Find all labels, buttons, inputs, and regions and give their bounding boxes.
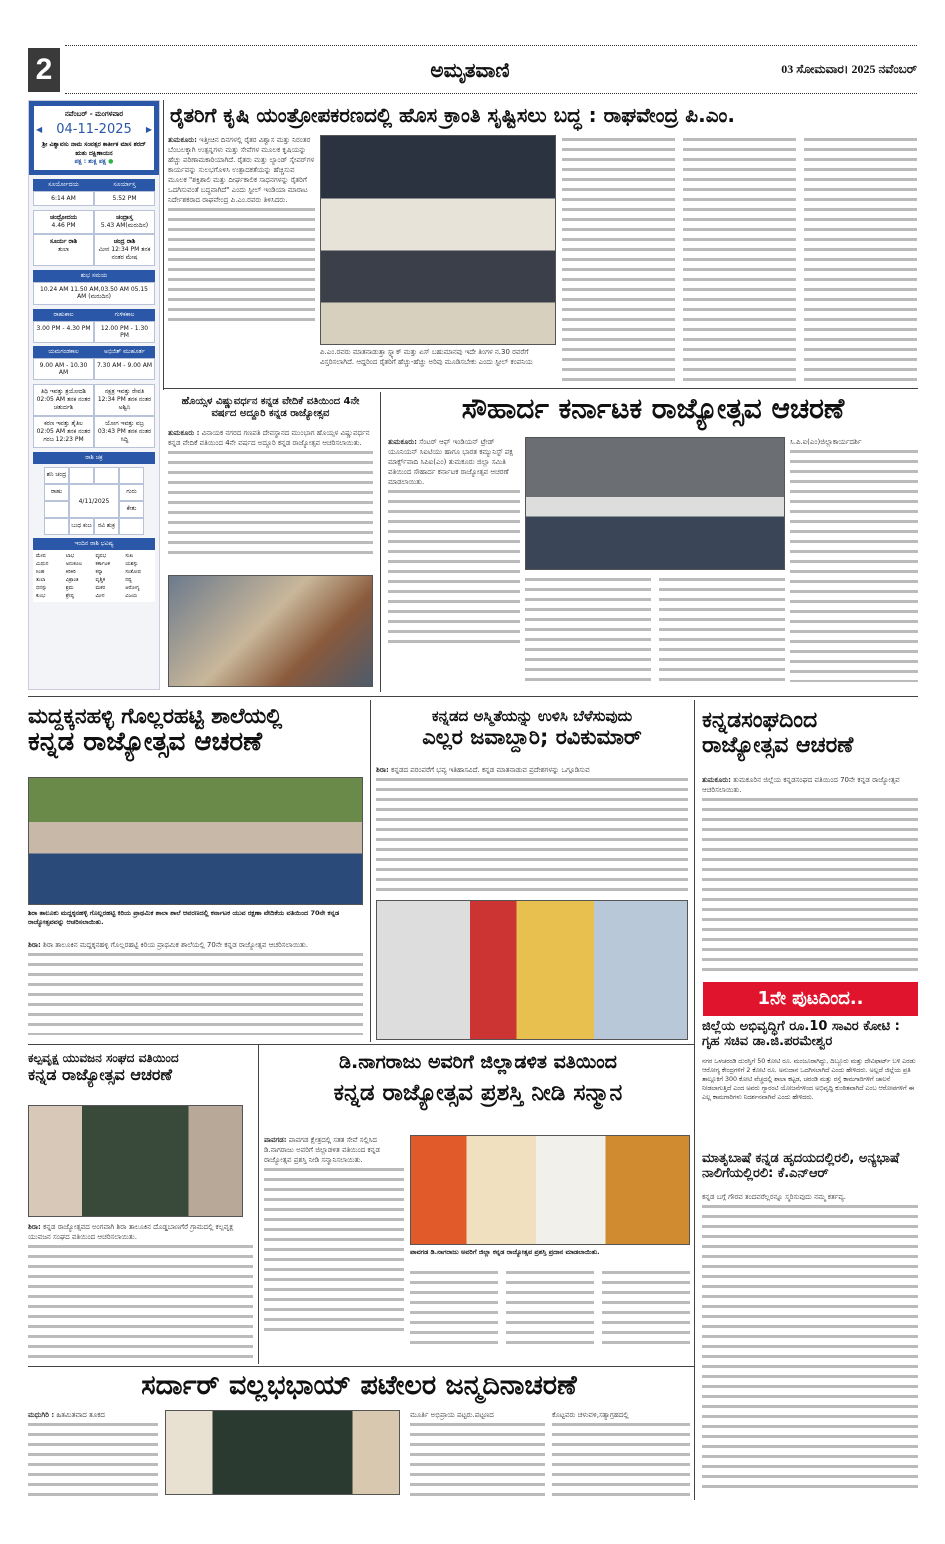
chart-date: 4/11/2025 (69, 484, 119, 518)
section-rule (28, 696, 918, 697)
column-rule (380, 392, 381, 692)
chart-cell: ಕೇತು (119, 501, 144, 518)
horoscope-entry: ಮಕರ (95, 585, 106, 591)
rashi-chakra-label: ರಾಶಿ ಚಕ್ರ (33, 452, 155, 464)
moonrise: 4.46 PM (51, 222, 76, 229)
patel-col3: ಕೊಟ್ಟವರು ಚಳುವಳಿ,ಸತ್ಯಾಗ್ರಹದಲ್ಲಿ (552, 1410, 690, 1500)
sauharda-headline: ಸೌಹಾರ್ದ ಕರ್ನಾಟಕ ರಾಜ್ಯೋತ್ಸವ ಆಚರಣೆ (461, 392, 845, 425)
chart-cell: ರಾಹು (44, 484, 69, 501)
chart-cell: ಗುರು (119, 484, 144, 501)
lead-body-cont (562, 135, 917, 385)
sun-times (33, 179, 155, 206)
column-rule (370, 700, 371, 1042)
nagaraju-body: ಪಾವಗಡ: ಪಾವಗಡ ಕ್ಷೇತ್ರದಲ್ಲಿ ಸತತ ಸೇವೆ ಸಲ್ಲಿಸಿದ ಡಿ.ನಾಗರಾಜು ಅವರಿಗೆ ಜಿಲ್ಲಾಡಳಿತ ವತಿಯಿಂದ ಕನ್ನಡ ರಾಜ್ಯೋತ್ಸವ ಪ್ರಶಸ್ತಿ ನೀಡಿ ಸನ್ಮಾನಿಸಲಾಯಿತು. (264, 1135, 404, 1345)
sangha-headline: ಕನ್ನಡಸಂಘದಿಂದ ರಾಜ್ಯೋತ್ಸವ ಆಚರಣೆ (702, 708, 854, 759)
whatsapp-icon[interactable]: ● (108, 158, 114, 165)
yoga: ಯೋಗ ಇವತ್ತು ವಜ್ರ 03:43 PM ತನಕ ನಂತರ ಸಿದ್ಧಿ (94, 416, 155, 448)
kalpavruksha-body: ಶಿರಾ: ಕನ್ನಡ ರಾಜ್ಯೋತ್ಸವದ ಅಂಗವಾಗಿ ಶಿರಾ ತಾಲೂಕಿನ ದೊಡ್ಡಬಾಣಗೆರೆ ಗ್ರಾಮದಲ್ಲಿ ಕಲ್ಪವೃಕ್ಷ ಯುವಜನ ಸಂಘದ ವತಿಯಿಂದ ಆಚರಿಸಲಾಯಿತು. (28, 1222, 253, 1362)
madda-caption: ಶಿರಾ ತಾಲೂಕು ಮದ್ದಕ್ಕನಹಳ್ಳಿ ಗೊಲ್ಲರಹಟ್ಟಿ ಕಿರಿಯ ಪ್ರಾಥಮಿಕ ಶಾಲಾ ಶಾಲೆ ಆವರಣದಲ್ಲಿ ಕರ್ನಾಟಕ ಯುವ ರಕ್ಷಣಾ ವೇದಿಕೆಯ ವತಿಯಿಂದ 70ನೇ ಕನ್ನಡ ರಾಜ್ಯೋತ್ಸವವನ್ನು ಆಚರಿಸಲಾಯಿತು. (28, 909, 340, 926)
patel-body: ಮಧುಗಿರಿ : ಹಿತಮಿತವಾದ ತೂಕದ (28, 1410, 158, 1500)
yama-time: 9.00 AM - 10.30 AM (33, 358, 94, 380)
sunrise-label: ಸೂರ್ಯೋದಯ (33, 179, 94, 191)
prev-arrow-icon[interactable]: ◀ (36, 125, 43, 134)
rahu-label: ರಾಹುಕಾಲ (33, 309, 94, 321)
horoscope-entry: ಮೇಷ (36, 553, 46, 559)
madda-photo (28, 777, 363, 905)
horoscope-entry: ಅನುಕೂಲ (65, 561, 83, 567)
patel-col2: ಮೂರ್ತಿ ಅಭಿಪ್ರಾಯ ಪಟ್ಟರು.ಪಟ್ಟಣದ (410, 1410, 545, 1500)
calendar-date (38, 122, 150, 137)
ravikumar-body: ಶಿರಾ: ಕನ್ನಡದ ಪರಂಪರೆಗೆ ಭವ್ಯ ಇತಿಹಾಸವಿದೆ. ಕನ್ನಡ ಮಾತನಾಡುವ ಪ್ರದೇಶಗಳನ್ನು ಒಗ್ಗೂಡಿಸುವ (376, 765, 688, 895)
header-rule (65, 93, 917, 94)
horoscope-label: ಇಂದಿನ ರಾಶಿ ಭವಿಷ್ಯ (33, 538, 155, 550)
horoscope-entry: ಕರ್ಕಾಟಕ (95, 561, 110, 567)
column-rule (163, 100, 164, 390)
sangha-body: ತುಮಕೂರು: ತುಮಕೂರಿನ ಜಿಲ್ಲೆಯ ಕನ್ನಡಸಂಘದ ವತಿಯಿಂದ 70ನೇ ಕನ್ನಡ ರಾಜ್ಯೋತ್ಸವ ಆಚರಿಸಲಾಯಿತು. (702, 775, 918, 973)
horoscope-entry: ಸಂತೋಷ (125, 569, 142, 575)
nagaraju-caption: ಪಾವಗಡ ಡಿ.ನಾಗರಾಜು ಅವರಿಗೆ ಜಿಲ್ಲಾ ಕನ್ನಡ ರಾಜ್ಯೋತ್ಸವ ಪ್ರಶಸ್ತಿ ಪ್ರದಾನ ಮಾಡಲಾಯಿತು. (410, 1248, 600, 1256)
ravikumar-headline: ಕನ್ನಡದ ಅಸ್ಮಿತೆಯನ್ನು ಉಳಿಸಿ ಬೆಳೆಸುವುದು ಎಲ್ಲರ ಜವಾಬ್ದಾರಿ; ರವಿಕುಮಾರ್ (422, 707, 642, 750)
yama-label: ಯಮಗಂಡಕಾಲ (33, 346, 94, 358)
panchanga-sidebar (28, 100, 160, 690)
chandra-rashi-label: ಚಂದ್ರ ರಾಶಿ (113, 238, 136, 245)
shubha-label: ಶುಭ ಸಮಯ (33, 270, 155, 282)
gulika-label: ಗುಳಿಕಕಾಲ (94, 309, 155, 321)
horoscope-entry: ವೃಶ್ಚಿಕ (95, 577, 106, 583)
next-arrow-icon[interactable]: ▶ (145, 125, 152, 134)
rahu-gulika (33, 309, 155, 380)
sauharda-photo (525, 437, 785, 570)
horoscope-entry: ನಷ್ಟ (125, 577, 132, 583)
horoscope-entry: ಕುಂಭ (36, 593, 46, 599)
masthead: ಅಮೃತವಾಣಿ (430, 58, 510, 82)
tithi-grid (33, 384, 155, 448)
horoscope-entry: ಸುಖ (125, 553, 134, 559)
horoscope-entry: ತುಲಾ (36, 577, 46, 583)
matrubhashe-headline: ಮಾತೃಬಾಷೆ ಕನ್ನಡ ಹೃದಯದಲ್ಲಿರಲಿ, ಅನ್ಯಭಾಷೆ ನಾಲಿಗೆಯಲ್ಲಿರಲಿ: ಕೆ.ಎನ್‌ಆರ್ (702, 1151, 900, 1181)
rashi-chakra (44, 467, 144, 535)
date-text: 04-11-2025 (56, 122, 132, 137)
moonset: 5.43 AM(ಮರುದಿನ) (100, 222, 149, 229)
horoscope-entry: ವಿಶ್ರಾಂತಿ (65, 577, 79, 583)
patel-headline: ಸರ್ದಾರ್ ವಲ್ಲಭಭಾಯ್ ಪಟೇಲರ ಜನ್ಮದಿನಾಚರಣೆ (141, 1370, 577, 1401)
nagaraju-body-cont (410, 1268, 690, 1348)
horoscope-entry: ಶ್ರಮ (65, 585, 74, 591)
horoscope-entry: ಕಿರಿಕಿರಿ (65, 569, 76, 575)
lead-body: ತುಮಕೂರು: ಇತ್ತೀಚಿನ ದಿನಗಳಲ್ಲಿ ರೈತರ ವಿಶ್ವಾಸ ಮತ್ತು ನಿರಂತರ ಬೆಂಬಲಕ್ಕಾಗಿ ಉತ್ಪನ್ನಗಳು ಮತ್ತು ಸೇವೆಗಳ ಮೂಲಕ ಕೃಷಿಯನ್ನು ಹೆಚ್ಚು ಪರಿಣಾಮಕಾರಿಯಾಗಿದೆ. ರೈತರು ಮತ್ತು ಲ್ಯಾಂಡ್ ಸ್ಕೇಪರ್‌ಗಳ ಕಾರ್ಯವನ್ನು ಸುಲಭಗೊಳಿಸಿ ಉತ್ಪಾದಕತೆಯನ್ನು ಹೆಚ್ಚಿಸುವ ಮೂಲಕ "ಶಕ್ತಿಶಾಲಿ ಮತ್ತು ದೀರ್ಘಕಾಲಿಕ ಸಾಧನಗಳನ್ನು ರೈತರಿಗೆ ಒದಗಿಸುವಂತೆ ಬದ್ಧವಾಗಿದೆ" ಎಂದು ಸ್ಟೀಲ್ ಇಂಡಿಯಾ ಮಾರಾಟ ನಿರ್ದೇಶಕರಾದ ರಾಘವೇಂದ್ರ ಪಿ.ಎಂ.ರವರು ತಿಳಿಸಿದರು. (168, 135, 315, 370)
horoscope-entry: ಕನ್ಯಾ (95, 569, 103, 575)
continued-headline: ಜಿಲ್ಲೆಯ ಅಭಿವೃದ್ಧಿಗೆ ರೂ.10 ಸಾವಿರ ಕೋಟಿ : ಗೃಹ ಸಚಿವ ಡಾ.ಜಿ.ಪರಮೇಶ್ವರ (702, 1019, 900, 1049)
karana: ಕರಣ ಇವತ್ತು ತೈತಿಲ 02:05 AM ತನಕ ನಂತರ ಗರಜ 12:23 PM (33, 416, 94, 448)
horoscope-entry: ಧನಸ್ಸು (36, 585, 47, 591)
matrubhashe-body: ಕನ್ನಡ ಬಗ್ಗೆ ಗೌರವ ತಂದವರೆಲ್ಲರನ್ನೂ ಸ್ಮರಿಸುವುದು ನಮ್ಮ ಕರ್ತವ್ಯ. (702, 1192, 918, 1497)
tithi: ತಿಥಿ ಇವತ್ತು ತ್ರಯೋದಶಿ 02:05 AM ತನಕ ನಂತರ ಚತುರ್ದಶಿ (33, 384, 94, 416)
kalpavruksha-photo (28, 1105, 243, 1217)
sauharda-right-col: ಸಿ.ಪಿ.ಐ(ಎಂ)ಜಿಲ್ಲಾಕಾರ್ಯದರ್ಶಿ (790, 437, 918, 687)
surya-rashi-label: ಸೂರ್ಯ ರಾಶಿ (49, 238, 78, 245)
column-rule (258, 1044, 259, 1364)
header-rule (65, 45, 917, 46)
horoscope-entry: ವಿಜಯ (125, 593, 138, 599)
moon-times (33, 210, 155, 266)
column-rule (694, 700, 695, 1500)
sauharda-body: ತುಮಕೂರು: ಸೆಂಟರ್ ಆಫ್ ಇಂಡಿಯನ್ ಟ್ರೇಡ್ ಯೂನಿಯನ್ ಸಿಐಟಿಯು ಹಾಗೂ ಭಾರತ ಕಮ್ಯುನಿಸ್ಟ್ ಪಕ್ಷ ಮಾರ್ಕ್ಸ್‌ವಾದಿ ಸಿಪಿಐ(ಎಂ) ತುಮಕೂರು ಜಿಲ್ಲಾ ಸಮಿತಿ ವತಿಯಿಂದ ಸೌಹಾರ್ದ ಕರ್ನಾಟಕ ರಾಜ್ಯೋತ್ಸವ ಆಚರಣೆ ಮಾಡಲಾಯಿತು. (388, 437, 520, 687)
continued-body: ನಗರ ಒಳಚರಂಡಿ ದುರಸ್ತಿಗೆ 50 ಕೋಟಿ ರೂ. ಮಂಜೂರಾಗಿದ್ದು, ದಿಬ್ಬೂರು ಮತ್ತು ದೇವಿಫಾರ್ಟ್ ಬಳಿ ಎರಡು ಆರೋಗ್ಯ ಕೇಂದ್ರಗಳಿಗೆ 2 ಕೋಟಿ ರೂ. ಅನುದಾನ ಒದಗಿಸಲಾಗಿದೆ ಎಂದು ಹೇಳಿದರು. ಅಲ್ಲದೆ ಜಿಲ್ಲೆಯ ಪ್ರತಿ ತಾಲ್ಲೂಕಿಗೆ 300 ಕೋಟಿ ವೆಚ್ಚದಲ್ಲಿ ಶಾಲಾ ಕಟ್ಟಡ, ಚರಂಡಿ ಮತ್ತು ರಸ್ತೆ ಕಾಮಗಾರಿಗಳಿಗೆ ಚಾಲನೆ ನೀಡಲಾಗುತ್ತಿದೆ ಎಂದ ಅವರು ಗ್ಯಾರಂಟಿ ಯೋಜನೆಗಳಿಂದ ಅಭಿವೃದ್ಧಿ ಕುಂಠಿತವಾಗಿದೆ ಎಂಬ ಆರೋಪಗಳಿಗೆ ಈ ಎಲ್ಲ ಕಾಮಗಾರಿಗಳು ನಿದರ್ಶನವಾಗಿವೆ ಎಂದು ಹೇಳಿದರು. (702, 1058, 916, 1101)
horoscope-entry: ಆರೋಗ್ಯ (125, 585, 140, 591)
moonrise-label: ಚಂದ್ರೋದಯ (50, 214, 77, 221)
madda-body: ಶಿರಾ: ಶಿರಾ ತಾಲೂಕಿನ ಮದ್ದಕ್ಕನಹಳ್ಳಿ ಗೊಲ್ಲರಹಟ್ಟಿ ಕಿರಿಯ ಪ್ರಾಥಮಿಕ ಶಾಲೆಯಲ್ಲಿ 70ನೇ ಕನ್ನಡ ರಾಜ್ಯೋತ್ಸವ ಆಚರಿಸಲಾಯಿತು. (28, 940, 363, 1038)
date-card (29, 101, 159, 175)
chandra-rashi: ಮೀನ 12:34 PM ತನಕ ನಂತರ ಮೇಷ (98, 246, 151, 261)
horoscope-entry: ಮಿಥುನ (36, 561, 49, 567)
lead-photo (320, 135, 556, 345)
nagaraju-headline: ಡಿ.ನಾಗರಾಜು ಅವರಿಗೆ ಜಿಲ್ಲಾಡಳಿತ ವತಿಯಿಂದ ಕನ್ನಡ ರಾಜ್ಯೋತ್ಸವ ಪ್ರಶಸ್ತಿ ನೀಡಿ ಸನ್ಮಾನ (333, 1051, 623, 1106)
gulika-time: 12.00 PM - 1.30 PM (94, 321, 155, 343)
hoysala-body: ತುಮಕೂರು : ವಿನಾಯಕ ನಗರದ ಗಣಪತಿ ದೇವಸ್ಥಾನದ ಮುಂಭಾಗ ಹೊಯ್ಸಳ ವಿಷ್ಣುವರ್ಧನ ಕನ್ನಡ ವೇದಿಕೆ ವತಿಯಿಂದ 4ನೇ ವರ್ಷದ ಅದ್ದೂರಿ ಕನ್ನಡ ರಾಜ್ಯೋತ್ಸವ ಆಚರಿಸಲಾಯಿತು. (168, 428, 373, 570)
sauharda-body-cont (525, 575, 785, 687)
horoscope-entry: ಶ್ರೇಷ್ಠ (65, 593, 74, 599)
lead-headline: ರೈತರಿಗೆ ಕೃಷಿ ಯಂತ್ರೋಪಕರಣದಲ್ಲಿ ಹೊಸ ಕ್ರಾಂತಿ ಸೃಷ್ಟಿಸಲು ಬದ್ಧ : ರಾಘವೇಂದ್ರ ಪಿ.ಎಂ. (170, 103, 735, 127)
section-rule (28, 1366, 694, 1367)
nagaraju-photo (410, 1135, 690, 1245)
horoscope-entry: ಮೀನ (95, 593, 105, 599)
patel-photo (165, 1410, 400, 1495)
sunset: 5.52 PM (94, 191, 155, 206)
kalpavruksha-headline: ಕಲ್ಪವೃಕ್ಷ ಯುವಜನ ಸಂಘದ ವತಿಯಿಂದ ಕನ್ನಡ ರಾಜ್ಯೋತ್ಸವ ಆಚರಣೆ (28, 1051, 179, 1084)
issue-date: 03 ಸೋಮವಾರ। 2025 ನವೆಂಬರ್ (781, 62, 917, 76)
continued-banner: 1ನೇ ಪುಟದಿಂದ.. (703, 982, 918, 1016)
section-rule (163, 388, 918, 389)
horoscope-entry: ವೃಷಭ (95, 553, 107, 559)
nakshatra: ನಕ್ಷತ್ರ ಇವತ್ತು ರೇವತಿ 12:34 PM ತನಕ ನಂತರ ಅಶ್ವಿನಿ (94, 384, 155, 416)
madda-headline: ಮದ್ದಕ್ಕನಹಳ್ಳಿ ಗೊಲ್ಲರಹಟ್ಟಿ ಶಾಲೆಯಲ್ಲಿ ಕನ್ನಡ ರಾಜ್ಯೋತ್ಸವ ಆಚರಣೆ (28, 704, 283, 758)
hoysala-headline: ಹೊಯ್ಸಳ ವಿಷ್ಣುವರ್ಧನ ಕನ್ನಡ ವೇದಿಕೆ ವತಿಯಿಂದ 4ನೇ ವರ್ಷದ ಅದ್ದೂರಿ ಕನ್ನಡ ರಾಜ್ಯೋತ್ಸವ (181, 396, 360, 419)
lead-caption: ಪಿ.ಎಂ.ರವರು ಮಾತನಾಡುತ್ತಾ ಸ್ನ್ಯಾಕ್ ಮತ್ತು ಏಸ್ ಬಹುಮಾನವು ಇದೇ ತಿಂಗಳ ನ.30 ರವರೆಗೆ ವಿಸ್ತರಿಸಲಾಗಿದೆ. ಆದ್ದರಿಂದ ರೈತರಿಗೆ ಹೆಚ್ಚು-ಹೆಚ್ಚು ಅರಿವು ಮೂಡಿಸಬೇಕು ಎಂದು ಸ್ಟೀಲ್ ಕಂಪನಿಯ (320, 348, 533, 366)
page-number: 2 (28, 48, 60, 92)
rahu-time: 3.00 PM - 4.30 PM (33, 321, 94, 343)
hoysala-photo (168, 575, 373, 687)
horoscope-entry: ಲಾಭ (65, 553, 75, 559)
chart-cell: ಬುಧ ಕುಜ (69, 518, 94, 535)
moonset-label: ಚಂದ್ರಾಸ್ತ (116, 214, 133, 221)
chart-cell: ಶನಿ ಚಂದ್ರ (44, 467, 69, 484)
section-rule (28, 1044, 694, 1045)
horoscope-entry: ಯಶಸ್ಸು (125, 561, 139, 567)
paksha: ಪಕ್ಷ : ಶುಕ್ಲ ಪಕ್ಷ ● (74, 158, 114, 165)
horoscope-table (33, 550, 155, 602)
surya-rashi: ತುಲಾ (57, 246, 70, 253)
shubha-time: 10.24 AM 11.50 AM,03.50 AM 05.15 AM (ಮರುದಿನ) (33, 282, 155, 305)
month-day: ನವೆಂಬರ್ - ಮಂಗಳವಾರ (64, 110, 124, 118)
horoscope-entry: ಸಿಂಹ (36, 569, 45, 575)
chart-cell: ರವಿ ಶುಕ್ರ (94, 518, 119, 535)
sunset-label: ಸೂರ್ಯಾಸ್ತ (94, 179, 155, 191)
ravikumar-photo (376, 900, 688, 1040)
samvatsara: ಶ್ರೀ ವಿಶ್ವಾವಸು ನಾಮ ಸಂವತ್ಸರ ಕಾರ್ತೀಕ ಮಾಸ ಶರದ್ ಋತು ದಕ್ಷಿಣಾಯನ (42, 141, 146, 157)
abhijit-label: ಅಭಿಜಿತ್ ಮುಹೂರ್ತ (94, 346, 155, 358)
abhijit-time: 7.30 AM - 9.00 AM (94, 358, 155, 380)
sunrise: 6:14 AM (33, 191, 94, 206)
